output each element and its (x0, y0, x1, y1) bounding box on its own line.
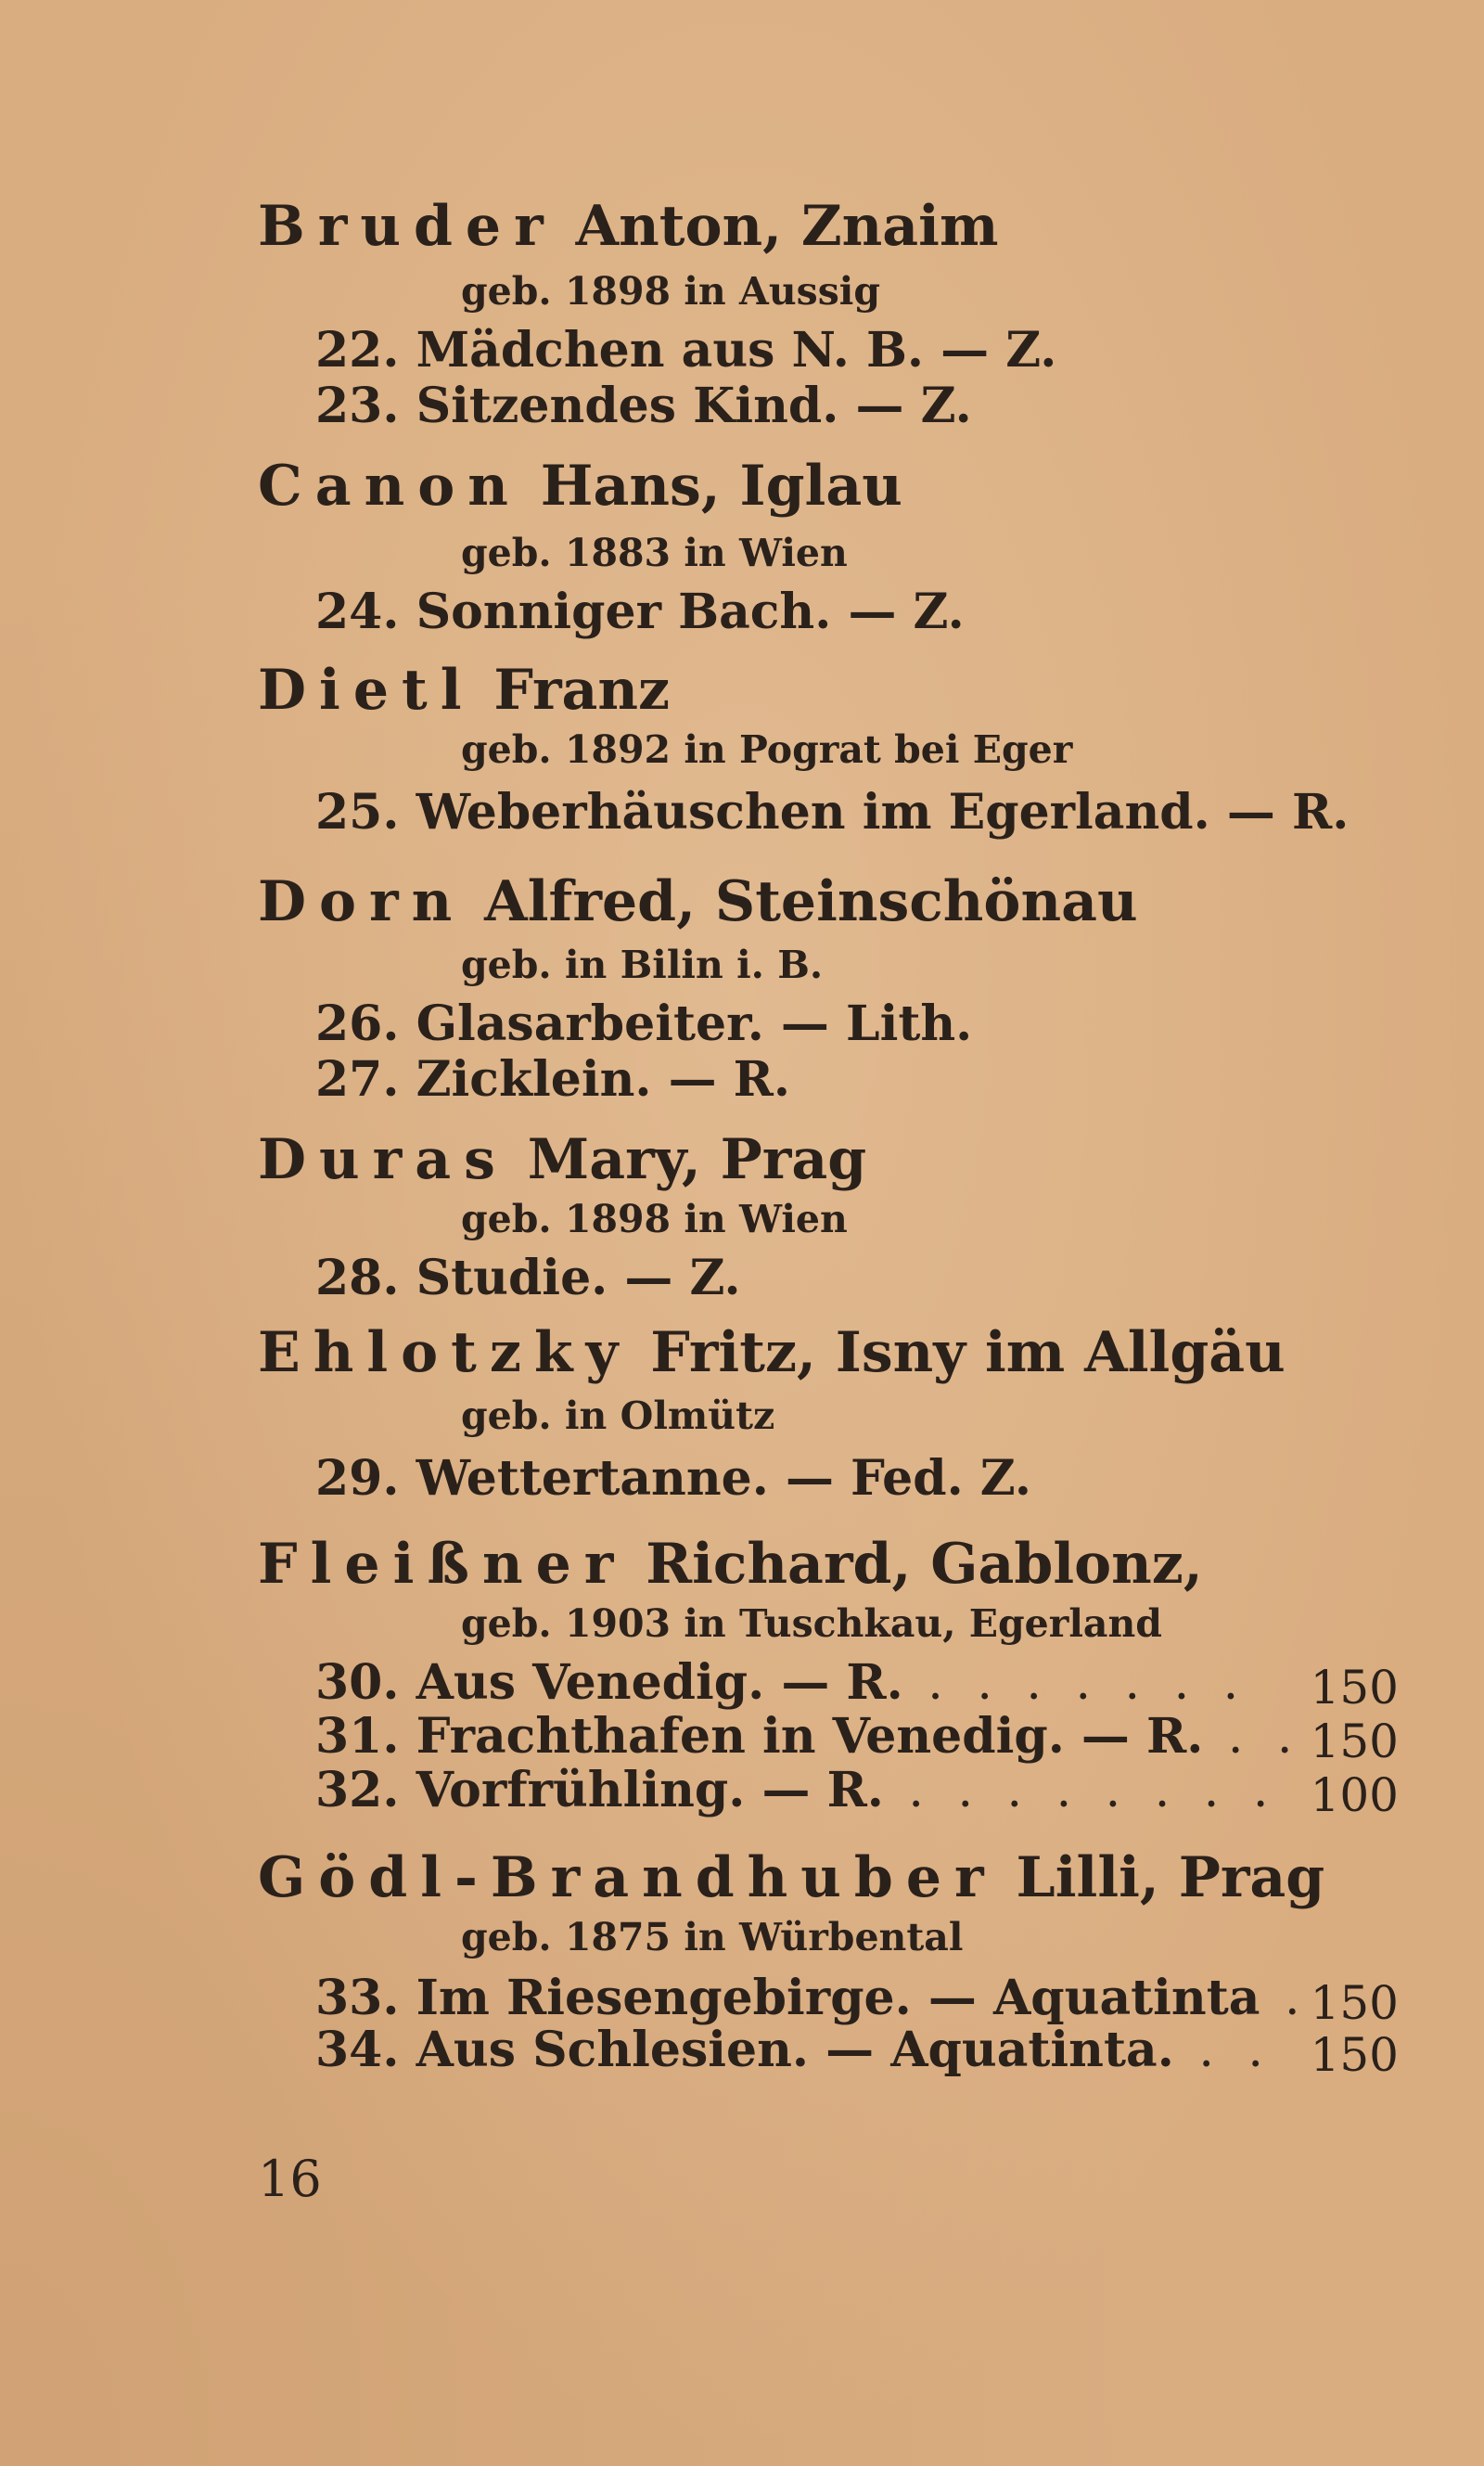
work-title: 27. Zicklein. — R. (315, 1051, 791, 1108)
leader-dots: . . (1203, 1709, 1302, 1765)
artist-heading (258, 1845, 1325, 1910)
work-price: 100 (1310, 1768, 1399, 1822)
birth-info: geb. 1898 in Aussig (461, 269, 881, 314)
work-price: 150 (1310, 1715, 1399, 1768)
work-item (315, 995, 973, 1052)
artist-heading (258, 194, 999, 259)
artist-given-place: Hans, Iglau (520, 454, 902, 519)
artist-heading (258, 1127, 867, 1192)
artist-surname: Ehlotzky (258, 1320, 632, 1385)
birth-info: geb. 1898 in Wien (461, 1197, 848, 1241)
work-title: 29. Wettertanne. — Fed. Z. (315, 1450, 1031, 1507)
work-item (315, 1450, 1031, 1507)
work-item (315, 1708, 1302, 1765)
page-number: 16 (258, 2150, 322, 2208)
work-price: 150 (1310, 1976, 1399, 2030)
work-price: 150 (1310, 1661, 1399, 1715)
work-title: 28. Studie. — Z. (315, 1250, 741, 1306)
artist-surname: Fleißner (258, 1532, 627, 1597)
artist-given-place: Alfred, Steinschönau (465, 869, 1138, 934)
artist-heading (258, 1532, 1203, 1597)
artist-surname: Dietl (258, 658, 475, 723)
work-item (315, 584, 965, 640)
birth-info: geb. 1892 in Pograt bei Eger (461, 727, 1073, 772)
work-item (315, 378, 972, 434)
work-item (315, 1051, 791, 1108)
artist-given-place: Richard, Gablonz, (626, 1532, 1203, 1597)
artist-surname: Bruder (258, 194, 556, 259)
work-price: 150 (1310, 2028, 1399, 2082)
work-title: 25. Weberhäuschen im Egerland. — R. (315, 784, 1350, 841)
artist-given-place: Anton, Znaim (556, 194, 999, 259)
artist-heading (258, 658, 671, 723)
work-title: 32. Vorfrühling. — R. (315, 1762, 884, 1818)
artist-surname: Duras (258, 1127, 508, 1192)
birth-info: geb. 1875 in Würbental (461, 1915, 964, 1959)
work-title: 24. Sonniger Bach. — Z. (315, 584, 965, 640)
leader-dots: . (1260, 1971, 1310, 2026)
work-item (315, 784, 1350, 841)
artist-surname: Canon (258, 454, 521, 519)
work-item (315, 1654, 1248, 1711)
artist-given-place: Mary, Prag (507, 1127, 867, 1192)
artist-surname: Dorn (258, 869, 466, 934)
work-title: 23. Sitzendes Kind. — Z. (315, 378, 972, 434)
artist-given-place: Franz (474, 658, 671, 723)
birth-info: geb. in Olmütz (461, 1394, 775, 1438)
work-item (315, 322, 1057, 379)
work-title: 22. Mädchen aus N. B. — Z. (315, 322, 1057, 379)
work-item (315, 2022, 1273, 2078)
birth-info: geb. 1883 in Wien (461, 531, 848, 575)
artist-heading (258, 1320, 1286, 1385)
artist-given-place: Lilli, Prag (996, 1845, 1325, 1910)
work-item (315, 1250, 741, 1306)
artist-given-place: Fritz, Isny im Allgäu (631, 1320, 1286, 1385)
leader-dots: . . . . . . . . (883, 1763, 1278, 1818)
work-title: 31. Frachthafen in Venedig. — R. (315, 1708, 1204, 1765)
leader-dots: . . . . . . . (902, 1655, 1248, 1711)
work-item (315, 1762, 1278, 1818)
leader-dots: . . (1173, 2023, 1273, 2078)
artist-heading (258, 869, 1138, 934)
work-title: 26. Glasarbeiter. — Lith. (315, 995, 973, 1052)
birth-info: geb. 1903 in Tuschkau, Egerland (461, 1601, 1162, 1646)
artist-surname: Gödl-Brandhuber (258, 1845, 997, 1910)
artist-heading (258, 454, 902, 519)
work-title: 34. Aus Schlesien. — Aquatinta. (315, 2022, 1174, 2078)
work-title: 33. Im Riesengebirge. — Aquatinta (315, 1970, 1260, 2026)
work-title: 30. Aus Venedig. — R. (315, 1654, 903, 1711)
birth-info: geb. in Bilin i. B. (461, 943, 824, 987)
work-item (315, 1970, 1310, 2026)
